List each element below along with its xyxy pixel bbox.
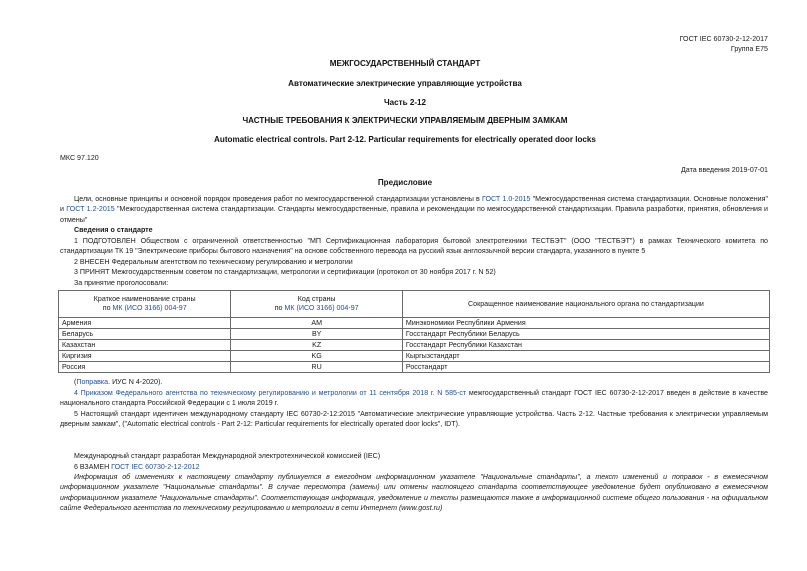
- developed-by-note: Международный стандарт разработан Международной электротехнической комиссией (IEC): [74, 452, 381, 460]
- changes-notice: Информация об изменениях к настоящему стандарту публикуется в ежегодном информационном указателе "Национальные стандарты", а текст изменений и поправок - в ежемесячном информационном указателе "Национальные стандарты". В случае пересмотра (замены) или отмены настоящего стандарта соответствующее уведомление будет опубликовано в ежемесячном информационном указателе "Национальные стандарты". Соответствующая информация, уведомление и тексты размещаются также в информационной системе общего пользования - на официальном сайте Федерального агентства по техническому регулированию и метрологии в сети Интернет (www.gost.ru): [60, 473, 768, 512]
- member-states-table: [58, 290, 770, 373]
- mks-code: МКС 97.120: [60, 154, 99, 162]
- country-cell: Киргизия: [59, 351, 231, 362]
- country-code-header: Код страны по МК (ИСО 3166) 004-97: [231, 291, 403, 318]
- group-code: Группа Е75: [730, 45, 768, 53]
- body-cell: Росстандарт: [402, 362, 769, 373]
- country-cell: Казахстан: [59, 340, 231, 351]
- country-cell: Беларусь: [59, 329, 231, 340]
- english-title: Automatic electrical controls. Part 2-12. Particular requirements for electrically operated door locks: [214, 135, 596, 144]
- code-cell: KZ: [231, 340, 403, 351]
- code-cell: AM: [231, 318, 403, 329]
- table-row: [59, 340, 770, 351]
- foreword-title: Предисловие: [377, 178, 433, 187]
- table-row: [59, 351, 770, 362]
- item-3-adopted: 3 ПРИНЯТ Межгосударственным советом по стандартизации, метрологии и сертификации (протокол от 30 ноября 2017 г. N 52): [74, 268, 496, 276]
- standard-subject-title: Автоматические электрические управляющие устройства: [288, 79, 522, 88]
- gost-1-2-link[interactable]: ГОСТ 1.2-2015: [66, 205, 115, 214]
- amendment-link[interactable]: Поправка: [76, 378, 109, 386]
- standard-code: ГОСТ IEC 60730-2-12-2017: [679, 35, 768, 43]
- country-cell: Армения: [59, 318, 231, 329]
- item-6-replaces: 6 ВЗАМЕН ГОСТ IEC 60730-2-12-2012: [74, 463, 200, 471]
- table-row: [59, 329, 770, 340]
- mk-iso-link[interactable]: МК (ИСО 3166) 004-97: [284, 304, 359, 312]
- item-4-order: 4 Приказом Федерального агентства по техническому регулированию и метрологии от 11 сентября 2018 г. N 585-ст межгосударственный стандарт ГОСТ IEC 60730-2-12-2017 введен в действие в качестве национального стандарта Российской Федерации с 1 июля 2019 г.: [60, 389, 768, 408]
- part-title: Часть 2-12: [383, 98, 427, 107]
- standard-type-title: МЕЖГОСУДАРСТВЕННЫЙ СТАНДАРТ: [329, 59, 481, 68]
- standards-body-header: Сокращенное наименование национального органа по стандартизации: [402, 291, 769, 318]
- body-cell: Кыргызстандарт: [402, 351, 769, 362]
- introduction-date: Дата введения 2019-07-01: [681, 166, 768, 174]
- body-cell: Минэкономики Республики Армения: [402, 318, 769, 329]
- voted-label: За принятие проголосовали:: [74, 279, 169, 287]
- body-cell: Госстандарт Республики Казахстан: [402, 340, 769, 351]
- standard-info-title: Сведения о стандарте: [74, 226, 153, 234]
- foreword-paragraph: Цели, основные принципы и основной порядок проведения работ по межгосударственной стандартизации установлены в ГОСТ 1.0-2015 "Межгосударственная система стандартизации. Основные положения" и ГОСТ 1.2-2015 "Межгосударственная система стандартизации. Стандарты межгосударственные, правила и рекомендации по межгосударственной стандартизации. Правила разработки, принятия, обновления и отмены": [60, 195, 769, 224]
- body-cell: Госстандарт Республики Беларусь: [402, 329, 769, 340]
- mk-iso-link[interactable]: МК (ИСО 3166) 004-97: [112, 304, 187, 312]
- gost-1-0-link[interactable]: ГОСТ 1.0-2015: [482, 195, 531, 203]
- item-2-introduced: 2 ВНЕСЕН Федеральным агентством по техническому регулированию и метрологии: [74, 258, 353, 266]
- amendment-note: (Поправка. ИУС N 4-2020).: [74, 378, 163, 386]
- code-cell: BY: [231, 329, 403, 340]
- order-585-link[interactable]: 4 Приказом Федерального агентства по техническому регулированию и метрологии от 11 сентября 2018 г. N 585-ст: [74, 389, 467, 397]
- table-row: [59, 362, 770, 373]
- gost-2012-link[interactable]: ГОСТ IEC 60730-2-12-2012: [111, 463, 200, 471]
- item-1-prepared: 1 ПОДГОТОВЛЕН Обществом с ограниченной ответственностью "МП Сертификационная лаборатория бытовой электротехники ТЕСТБЭТ" (ООО "ТЕСТБЭТ") в рамках Технического комитета по стандартизации ТК 19 "Электрические приборы бытового назначения" на основе собственного перевода на русский язык англоязычной версии стандарта, указанного в пункте 5: [60, 237, 768, 256]
- country-name-header: Краткое наименование страны по МК (ИСО 3166) 004-97: [59, 291, 231, 318]
- code-cell: KG: [231, 351, 403, 362]
- requirements-title: ЧАСТНЫЕ ТРЕБОВАНИЯ К ЭЛЕКТРИЧЕСКИ УПРАВЛЯЕМЫМ ДВЕРНЫМ ЗАМКАМ: [242, 116, 568, 125]
- item-5-identical: 5 Настоящий стандарт идентичен международному стандарту IEC 60730-2-12:2015 "Автоматические электрические управляющие устройства. Часть 2-12. Частные требования к электрически управляемым дверным замкам", ("Automatic electrical controls - Part 2-12: Particular requirements for electrically operated door locks", IDT).: [60, 410, 768, 429]
- code-cell: RU: [231, 362, 403, 373]
- table-row: [59, 318, 770, 329]
- table-header-row: [59, 291, 770, 318]
- country-cell: Россия: [59, 362, 231, 373]
